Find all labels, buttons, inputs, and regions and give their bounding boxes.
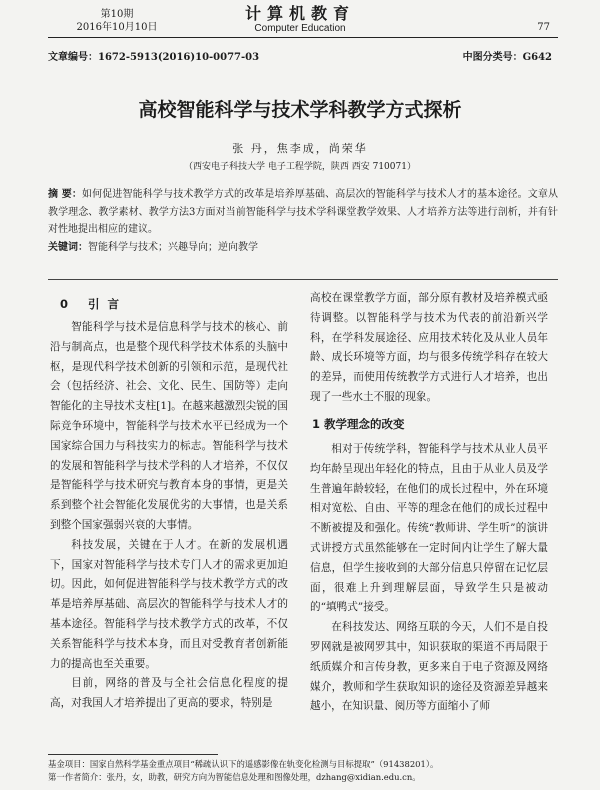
article-title: 高校智能科学与技术学科教学方式探析 [138, 99, 462, 121]
header-divider [48, 37, 558, 38]
footnote-author: 第一作者简介：张丹，女，助教，研究方向为智能信息处理和图像处理，dzhang@xidian.edu.cn。 [48, 772, 421, 782]
right-column-top [310, 289, 548, 408]
abstract-label: 摘 要： [48, 189, 83, 200]
journal-name-en: Computer Education [254, 23, 346, 34]
footnote-divider [48, 754, 218, 755]
body-paragraph: 科技发展，关键在于人才。在新的发展机遇下，国家对智能科学与技术专门人才的需求更加迫切。因此，如何促进智能科学与技术教学方式的改革是培养厚基础、高层次的智能科学与技术人才的基本途径。智能科学与技术教学方式的改革，不仅关系智能科学与技术本身，而且对受教育者创新能力的提高也至关重要。 [50, 538, 288, 670]
keywords-text: 智能科学与技术；兴趣导向；逆向教学 [88, 242, 258, 253]
abstract-text: 如何促进智能科学与技术教学方式的改革是培养厚基础、高层次的智能科学与技术人才的基本途径。文章从教学理念、教学素材、教学方法3方面对当前智能科学与技术学科课堂教学效果、人才培养方法等进行剖析，并有针对性地提出相应的建议。 [48, 189, 559, 235]
journal-name [200, 5, 400, 35]
left-column [50, 318, 288, 714]
running-header-issue [62, 8, 172, 34]
keywords [48, 240, 558, 256]
body-paragraph: 在科技发达、网络互联的今天，人们不是自投罗网就是被网罗其中，知识获取的渠道不再局限于纸质媒介和言传身教，更多来自于电子资源及网络媒介，教师和学生获取知识的途径及资源差异越来越小，在知识量、阅历等方面缩小了师 [310, 621, 548, 713]
abstract-divider [48, 279, 558, 280]
body-paragraph: 智能科学与技术是信息科学与技术的核心、前沿与制高点，也是整个现代科学技术体系的头脑中枢，是现代科学技术创新的引领和示范，是现代社会（包括经济、社会、文化、民生、国防等）走向智能化的主导技术支柱[1]。在越来越激烈尖锐的国际竞争环境中，智能科学与技术水平已经成为一个国家综合国力与科技实力的标志。智能科学与技术的发展和智能科学与技术学科的人才培养，不仅仅是智能科学与技术研究与教育本身的事情，更是关系到整个社会智能化发展优劣的大事情，也是关系到整个国家强弱兴衰的大事情。 [50, 321, 288, 531]
section-heading-introduction: 0 引言 [60, 297, 128, 311]
page-number: 77 [537, 22, 550, 33]
body-paragraph: 相对于传统学科，智能科学与技术从业人员平均年龄呈现出年轻化的特点，且由于从业人员及学生普遍年龄较轻，在他们的成长过程中，外在环境相对宽松、自由、平等的理念在他们的成长过程中不断被提及和强化。传统“教师讲、学生听”的演讲式讲授方式虽然能够在一定时间内让学生了解大量信息，但学生接收到的大部分信息只停留在记忆层面，很难上升到理解层面，导致学生只是被动的“填鸭式”接受。 [310, 443, 548, 614]
article-number: 文章编号：1672-5913(2016)10-0077-03 [48, 52, 260, 63]
classification-number: 中图分类号：G642 [462, 52, 552, 63]
issue-date: 2016年10月10日 [76, 22, 158, 33]
authors: 张 丹，焦李成，尚荣华 [232, 142, 368, 155]
issue-number: 第10期 [100, 9, 134, 20]
body-paragraph: 目前，网络的普及与全社会信息化程度的提高，对我国人才培养提出了更高的要求，特别是 [50, 677, 288, 710]
right-column-body [310, 440, 548, 717]
footnote-funding: 基金项目：国家自然科学基金重点项目“稀疏认识下的遥感影像在轨变化检测与目标提取”（91438201）。 [48, 759, 439, 769]
abstract [48, 186, 558, 239]
affiliation: （西安电子科技大学 电子工程学院，陕西 西安 710071） [184, 162, 416, 172]
keywords-label: 关键词： [48, 242, 88, 253]
body-paragraph-continuation: 高校在课堂教学方面，部分原有教材及培养模式亟待调整。以智能科学与技术为代表的前沿新兴学科，在学科发展途径、应用技术转化及从业人员年龄、成长环境等方面，均与很多传统学科存在较大的差异，而使用传统教学方式进行人才培养，也出现了一些水土不服的现象。 [310, 292, 548, 403]
section-heading-teaching-concept: 1 教学理念的改变 [312, 417, 405, 431]
journal-name-cn: 计算机教育 [244, 4, 355, 23]
